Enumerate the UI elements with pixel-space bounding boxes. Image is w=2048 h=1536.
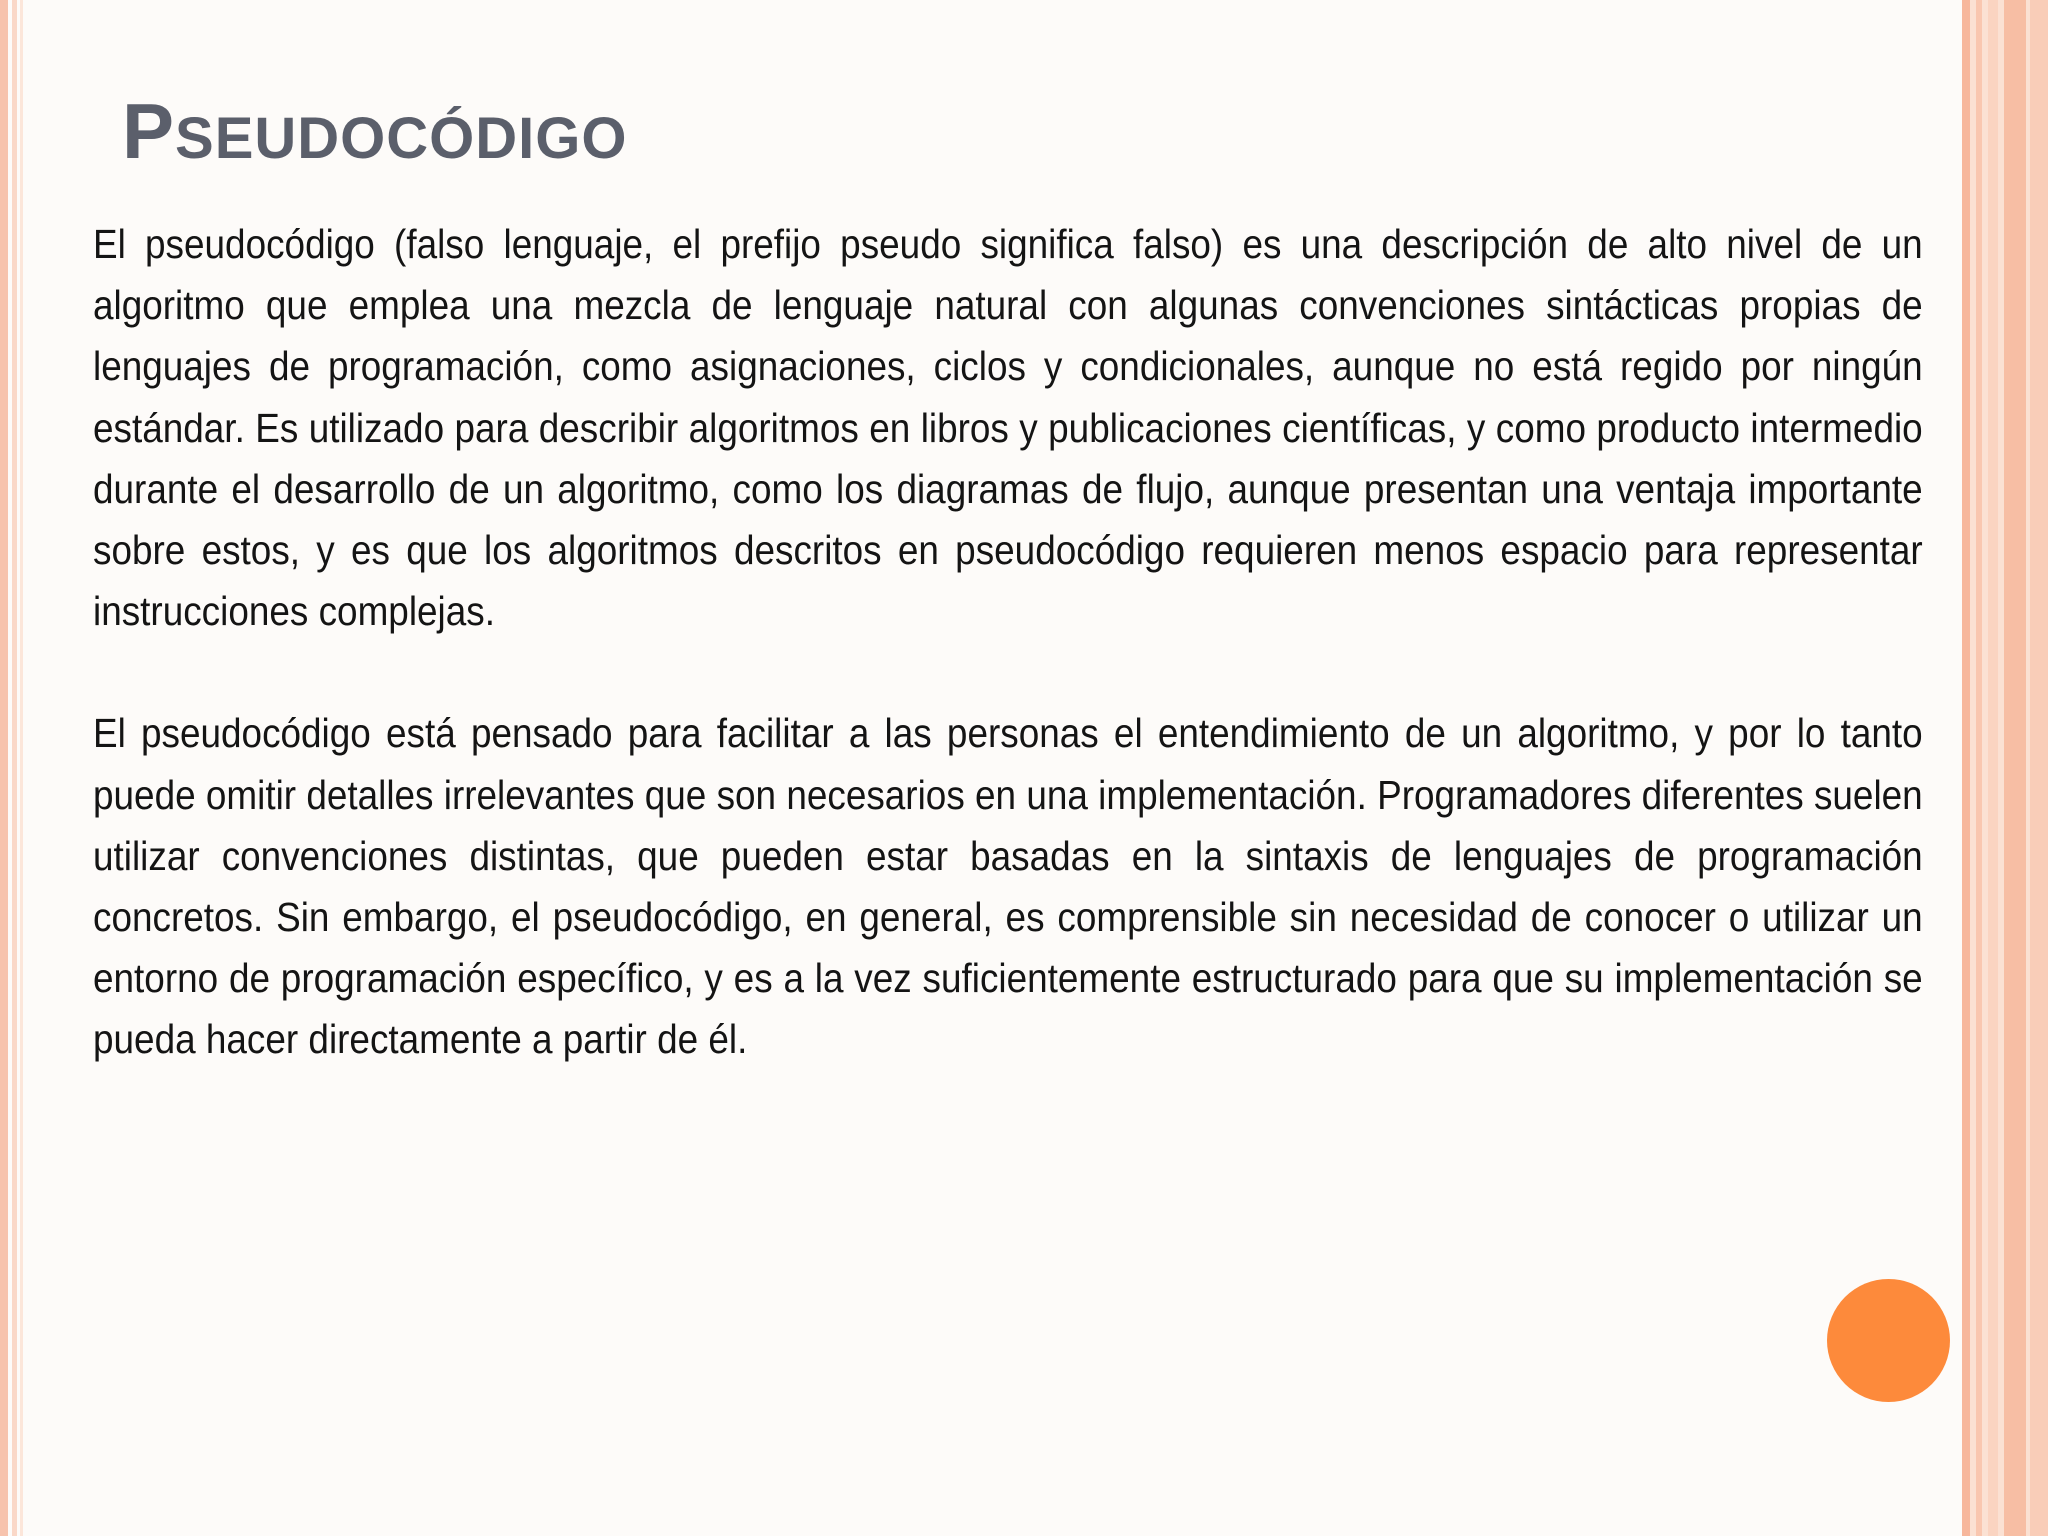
right-border-stripe [1962, 0, 1970, 1536]
body-paragraph: El pseudocódigo está pensado para facilitar a las personas el entendimiento de un algoritmo, y por lo tanto puede omitir detalles irrelevantes que son necesarios en una implementación. Programadores diferentes suelen utilizar convenciones distintas, que pueden estar basadas en la sintaxis de lenguajes de programación concretos. Sin embargo, el pseudocódigo, en general, es comprensible sin necesidad de conocer o utilizar un entorno de programación específico, y es a la vez suficientemente estructurado para que su implementación se pueda hacer directamente a partir de él. [93, 710, 1923, 1063]
left-border-stripe [0, 0, 8, 1536]
body-paragraph: El pseudocódigo (falso lenguaje, el prefijo pseudo significa falso) es una descripción de alto nivel de un algoritmo que emplea una mezcla de lenguaje natural con algunas convenciones sintácticas propias de lenguajes de programación, como asignaciones, ciclos y condicionales, aunque no está regido por ningún estándar. Es utilizado para describir algoritmos en libros y publicaciones científicas, y como producto intermedio durante el desarrollo de un algoritmo, como los diagramas de flujo, aunque presentan una ventaja importante sobre estos, y es que los algoritmos descritos en pseudocódigo requieren menos espacio para representar instrucciones complejas. [93, 221, 1923, 635]
slide-title [122, 86, 628, 177]
decorative-orange-circle [1827, 1279, 1950, 1402]
right-border-stripe [1988, 0, 1998, 1536]
slide-title-rest: SEUDOCÓDIGO [175, 106, 628, 171]
left-border-stripe [12, 0, 17, 1536]
slide-title-text: P [122, 87, 176, 175]
right-border-stripe [2004, 0, 2026, 1536]
slide-body [93, 214, 1923, 1071]
right-border-stripe [2030, 0, 2048, 1536]
right-border-stripe [1976, 0, 1982, 1536]
left-border-stripe [20, 0, 23, 1536]
